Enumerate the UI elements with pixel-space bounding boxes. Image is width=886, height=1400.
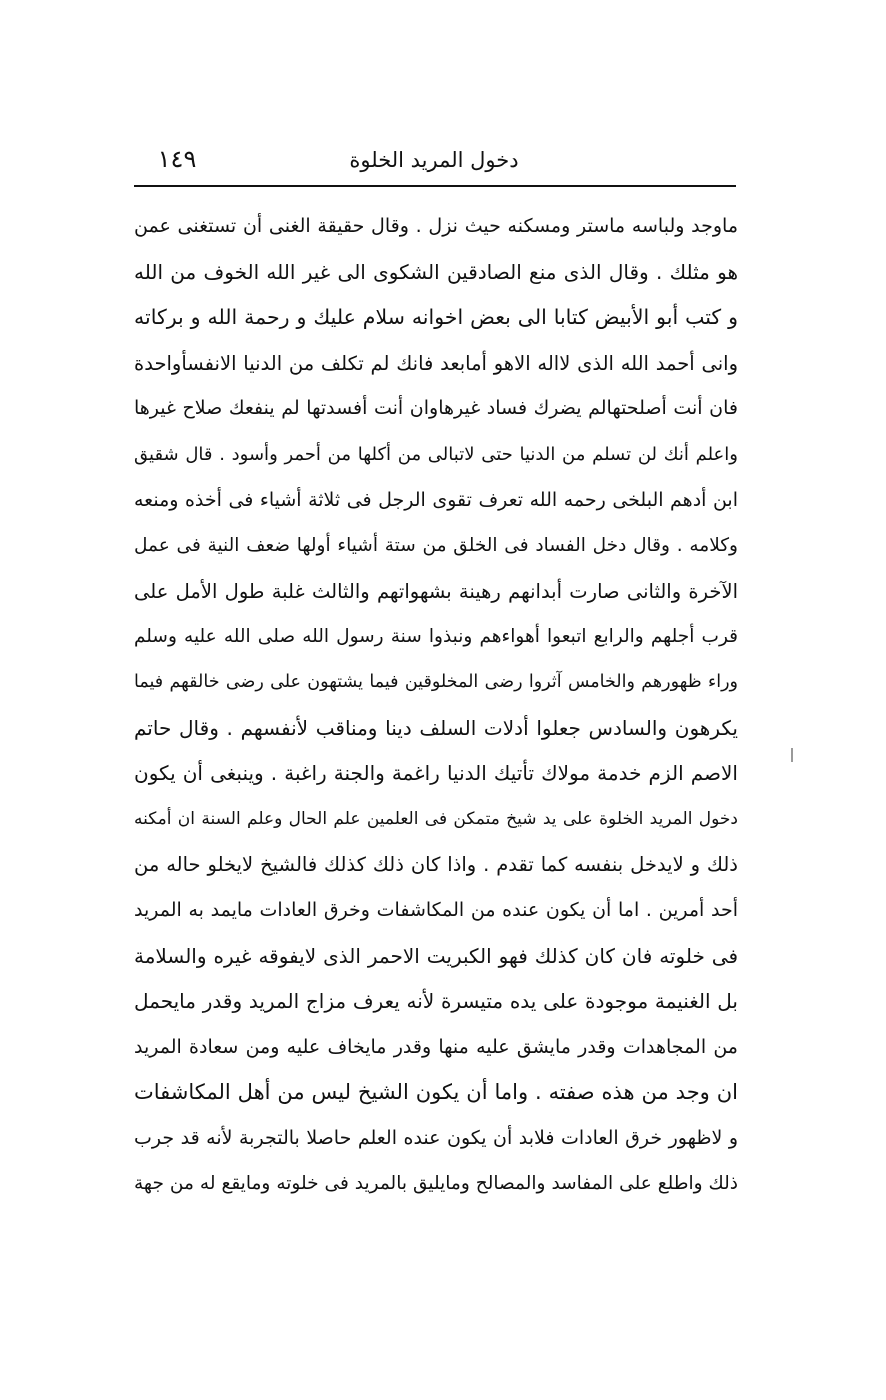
text-line: واعلم أنك لن تسلم من الدنيا حتى لاتبالى من أكلها من أحمر وأسود . قال شقيق <box>134 443 738 465</box>
text-line: أحد أمرين . اما أن يكون عنده من المكاشفات وخرق العادات مايمد به المريد <box>134 898 738 921</box>
text-line: ابن أدهم البلخى رحمه الله تعرف تقوى الرجل فى ثلاثة أشياء فى أخذه ومنعه <box>134 488 738 511</box>
running-title: دخول المريد الخلوة <box>349 148 519 172</box>
text-line: ذلك واطلع على المفاسد والمصالح ومايليق بالمريد فى خلوته ومايقع له من جهة <box>134 1173 738 1195</box>
text-line: بل الغنيمة موجودة على يده متيسرة لأنه يعرف مزاج المريد وقدر مايحمل <box>134 989 738 1014</box>
text-line: فى خلوته فان كان كذلك فهو الكبريت الاحمر الذى لايفوقه غيره والسلامة <box>134 943 738 968</box>
text-line: وكلامه . وقال دخل الفساد فى الخلق من ستة أشياء أولها ضعف النية فى عمل <box>134 535 738 557</box>
header-rule <box>134 185 736 187</box>
text-line: و لاظهور خرق العادات فلابد أن يكون عنده العلم حاصلا بالتجربة لأنه قد جرب <box>134 1126 738 1149</box>
page-number: ١٤٩ <box>157 145 197 173</box>
text-line: و كتب أبو الأبيض كتابا الى بعض اخوانه سلام عليك و رحمة الله و بركاته <box>134 305 738 330</box>
text-line: فان أنت أصلحتهالم يضرك فساد غيرهاوان أنت أفسدتها لم ينفعك صلاح غيرها <box>134 397 738 420</box>
text-line: وانى أحمد الله الذى لااله الاهو أمابعد فانك لم تكلف من الدنيا الانفسأواحدة <box>134 351 738 375</box>
text-line: وراء ظهورهم والخامس آثروا رضى المخلوقين فيما يشتهون على رضى خالقهم فيما <box>134 671 738 692</box>
text-line: قرب أجلهم والرابع اتبعوا أهواءهم ونبذوا سنة رسول الله صلى الله عليه وسلم <box>134 626 738 648</box>
text-line: ذلك و لايدخل بنفسه كما تقدم . واذا كان ذلك كذلك فالشيخ لايخلو حاله من <box>134 853 738 877</box>
margin-mark <box>791 748 793 762</box>
text-line: ان وجد من هذه صفته . واما أن يكون الشيخ ليس من أهل المكاشفات <box>134 1080 738 1105</box>
page-header <box>134 140 734 180</box>
text-line: ماوجد ولباسه ماستر ومسكنه حيث نزل . وقال حقيقة الغنى أن تستغنى عمن <box>134 215 738 237</box>
text-line: هو مثلك . وقال الذى منع الصادقين الشكوى الى غير الله الخوف من الله <box>134 259 738 284</box>
text-line: دخول المريد الخلوة على يد شيخ متمكن فى العلمين علم الحال وعلم السنة ان أمكنه <box>134 808 738 829</box>
body-text <box>134 204 738 1207</box>
text-line: يكرهون والسادس جعلوا أدلات السلف دينا ومناقب لأنفسهم . وقال حاتم <box>134 715 738 740</box>
text-line: الاصم الزم خدمة مولاك تأتيك الدنيا راغمة والجنة راغبة . وينبغى أن يكون <box>134 761 738 786</box>
text-line: من المجاهدات وقدر مايشق عليه منها وقدر مايخاف عليه ومن سعادة المريد <box>134 1035 738 1058</box>
text-line: الآخرة والثانى صارت أبدانهم رهينة بشهواتهم والثالث غلبة طول الأمل على <box>134 579 738 603</box>
